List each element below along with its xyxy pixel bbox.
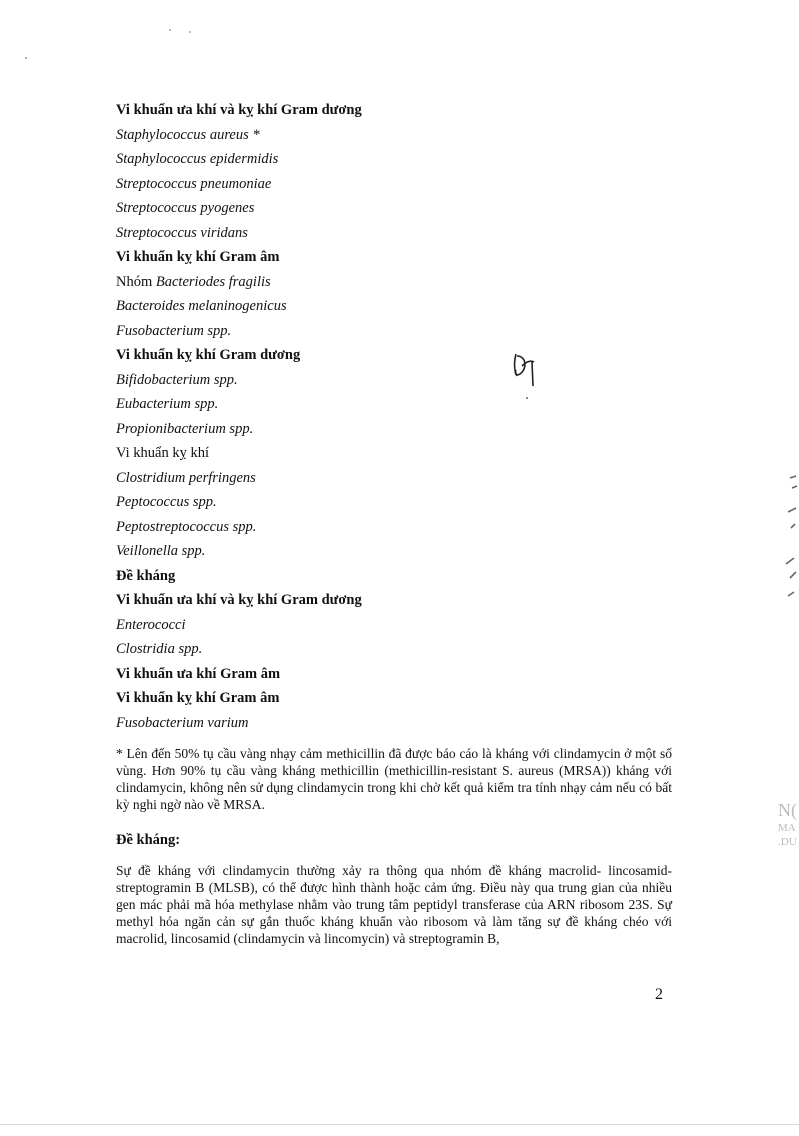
organism-name: Staphylococcus aureus * bbox=[116, 126, 260, 143]
resistance-body: Sự đề kháng với clindamycin thường xảy ra thông qua nhóm đề kháng macrolid- lincosamid-streptogramin B (MLSB), có thể được hình thành hoặc cảm ứng. Điều này qua trung gian của nhiều gen mác phải mã hóa methylase nhằm vào trung tâm peptidyl transferase của ARN ribosom 23S. Sự methyl hóa ngăn cản sự gắn thuốc kháng khuẩn vào ribosom và làm tăng sự đề kháng chéo với macrolid, lincosamid (clindamycin và lincomycin) và streptogramin B, bbox=[116, 863, 672, 946]
organism-name: Streptococcus viridans bbox=[116, 224, 248, 241]
group-heading: Vi khuẩn ưa khí và kỵ khí Gram dương bbox=[116, 102, 362, 118]
group-heading: Vi khuẩn kỵ khí Gram âm bbox=[116, 249, 280, 265]
organism-name bbox=[116, 270, 676, 295]
stamp-edge-artifact bbox=[772, 468, 799, 618]
group-label: Vi khuẩn kỵ khí bbox=[116, 445, 209, 461]
organism-name: Streptococcus pyogenes bbox=[116, 200, 255, 216]
stamp-edge-artifact: MA bbox=[778, 822, 796, 834]
organism-name: Staphylococcus epidermidis bbox=[116, 151, 279, 167]
stamp-edge-artifact: N( bbox=[778, 800, 797, 820]
organism-name: Fusobacterium varium bbox=[116, 714, 249, 731]
organism-name: Bacteroides melaninogenicus bbox=[116, 298, 287, 314]
organism-name: Propionibacterium spp. bbox=[116, 420, 254, 437]
organism-name: Fusobacterium spp. bbox=[116, 322, 232, 339]
scan-artifact bbox=[20, 18, 220, 68]
organism-prefix: Nhóm bbox=[116, 273, 156, 290]
footnote: * Lên đến 50% tụ cầu vàng nhạy cảm methicillin đã được báo cáo là kháng với clindamycin ở một số vùng. Hơn 90% tụ cầu vàng kháng methicillin (methicillin-resistant S. aureus (MRSA)) kháng với clindamycin, không nên sử dụng clindamycin trong khi chờ kết quả kiểm tra tính nhạy cảm nếu có bất kỳ nghi ngờ nào về MRSA. bbox=[116, 746, 672, 812]
resistance-heading: Đề kháng: bbox=[116, 832, 181, 848]
organism-list bbox=[116, 98, 676, 735]
organism-name: Clostridia spp. bbox=[116, 641, 203, 657]
organism-name: Peptococcus spp. bbox=[116, 494, 217, 510]
organism-name: Enterococci bbox=[116, 616, 186, 633]
organism-name: Eubacterium spp. bbox=[116, 396, 219, 412]
organism-name: Veillonella spp. bbox=[116, 543, 206, 559]
organism-name: Streptococcus pneumoniae bbox=[116, 175, 272, 192]
scan-bottom-edge bbox=[0, 1124, 799, 1125]
organism-name: Bifidobacterium spp. bbox=[116, 371, 238, 388]
organism-name: Clostridium perfringens bbox=[116, 469, 256, 486]
stamp-edge-artifact: .DU bbox=[778, 836, 797, 848]
group-heading: Vi khuẩn ưa khí Gram âm bbox=[116, 665, 281, 682]
handwritten-initial-icon bbox=[508, 348, 544, 404]
group-heading: Vi khuẩn kỵ khí Gram dương bbox=[116, 347, 301, 363]
group-heading: Vi khuẩn kỵ khí Gram âm bbox=[116, 690, 280, 706]
organism-species: Bacteriodes fragilis bbox=[155, 273, 271, 290]
page-number: 2 bbox=[655, 986, 663, 1003]
organism-name: Peptostreptococcus spp. bbox=[116, 518, 257, 535]
group-heading: Đề kháng bbox=[116, 567, 176, 584]
group-heading: Vi khuẩn ưa khí và kỵ khí Gram dương bbox=[116, 592, 362, 608]
